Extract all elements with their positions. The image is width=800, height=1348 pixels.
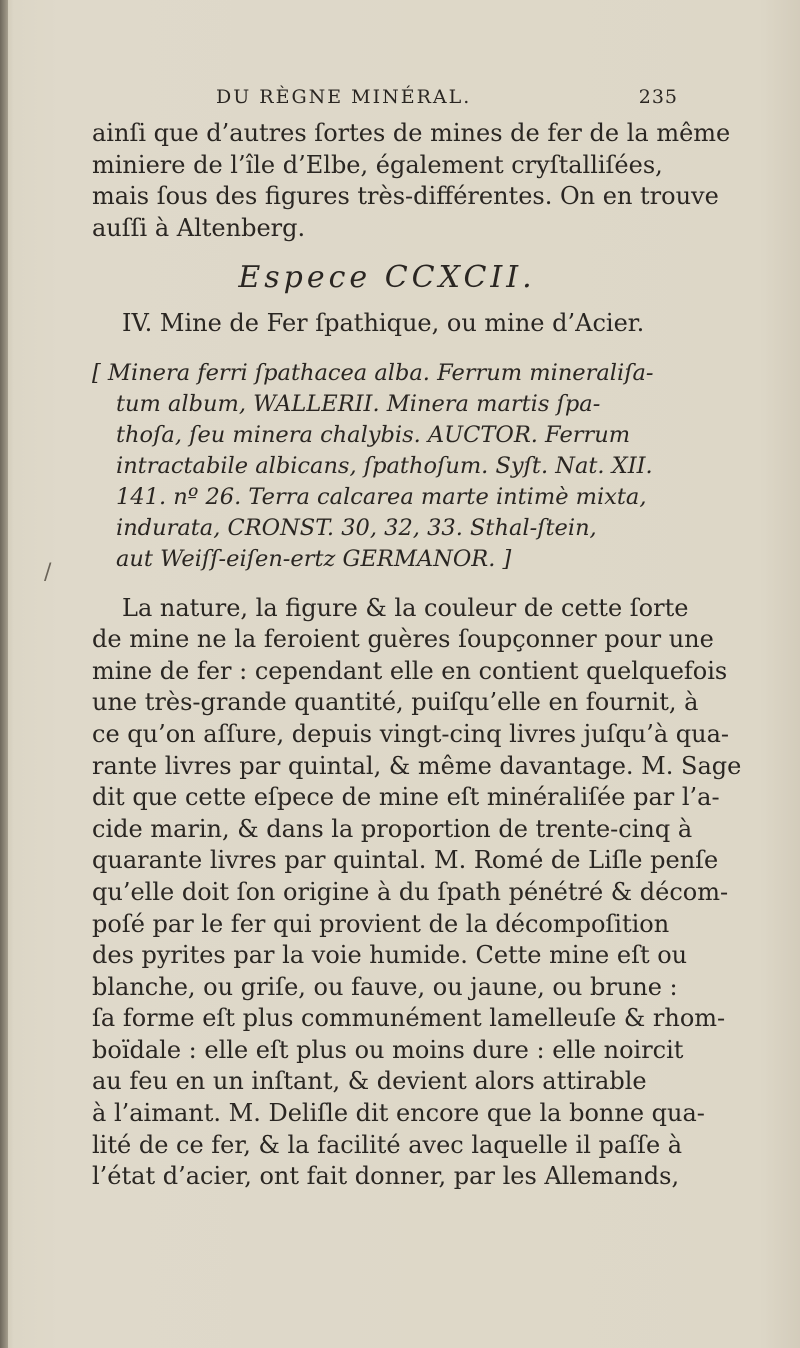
text-line: boïdale : elle eſt plus ou moins dure : elle noircit bbox=[92, 1035, 684, 1064]
running-header bbox=[216, 86, 686, 108]
text-line: ſa forme eſt plus communément lamelleuſe & rhom- bbox=[92, 1004, 726, 1033]
page-text bbox=[92, 118, 742, 1193]
text-line: mais ſous des figures très-différentes. On en trouve bbox=[92, 182, 719, 211]
text-line: La nature, la figure & la couleur de cette ſorte bbox=[122, 593, 689, 622]
text-line: une très-grande quantité, puiſqu’elle en fournit, à bbox=[92, 688, 699, 717]
body-paragraph bbox=[92, 593, 742, 1193]
text-line: auſſi à Altenberg. bbox=[92, 213, 306, 242]
text-line: dit que cette eſpece de mine eſt minéraliſée par l’a- bbox=[92, 783, 720, 812]
text-line: cide marin, & dans la proportion de trente-cinq à bbox=[92, 814, 693, 843]
page-gutter bbox=[0, 0, 8, 1348]
text-line: l’état d’acier, ont fait donner, par les Allemands, bbox=[92, 1162, 680, 1191]
page-number: 235 bbox=[638, 86, 678, 108]
text-line: ainſi que d’autres ſortes de mines de fer de la même bbox=[92, 119, 731, 147]
synonymy-line: indurata, CRONST. 30, 32, 33. Sthal-ſtein, bbox=[116, 514, 597, 541]
text-line: poſé par le fer qui provient de la décompoſition bbox=[92, 909, 670, 938]
text-line: à l’aimant. M. Deliſle dit encore que la bonne qua- bbox=[92, 1099, 705, 1128]
text-line: rante livres par quintal, & même davantage. M. Sage bbox=[92, 751, 742, 780]
text-line: quarante livres par quintal. M. Romé de Liſle penſe bbox=[92, 846, 719, 875]
text-line: lité de ce fer, & la facilité avec laquelle il paſſe à bbox=[92, 1130, 683, 1159]
species-subtitle: IV. Mine de Fer ſpathique, ou mine d’Acier. bbox=[122, 308, 645, 337]
synonymy-line: thoſa, ſeu minera chalybis. AUCTOR. Ferrum bbox=[116, 421, 631, 448]
text-line: blanche, ou griſe, ou fauve, ou jaune, ou brune : bbox=[92, 972, 678, 1001]
margin-mark: / bbox=[44, 560, 52, 585]
text-line: qu’elle doit ſon origine à du ſpath pénétré & décom- bbox=[92, 877, 729, 906]
text-line: au feu en un inſtant, & devient alors attirable bbox=[92, 1067, 647, 1096]
text-line: des pyrites par la voie humide. Cette mine eſt ou bbox=[92, 941, 688, 970]
synonymy-line: intractabile albicans, ſpathoſum. Syſt. Nat. XII. bbox=[116, 452, 653, 479]
synonymy-paragraph bbox=[92, 358, 682, 575]
running-title: DU RÈGNE MINÉRAL. bbox=[216, 86, 472, 108]
text-line: ce qu’on aſſure, depuis vingt-cinq livres juſqu’à qua- bbox=[92, 719, 730, 748]
text-line: de mine ne la feroient guères ſoupçonner pour une bbox=[92, 625, 714, 654]
synonymy-line: tum album, WALLERII. Minera martis ſpa- bbox=[116, 390, 601, 417]
intro-paragraph bbox=[92, 118, 731, 244]
text-line: mine de fer : cependant elle en contient quelquefois bbox=[92, 656, 728, 685]
synonymy-line: aut Weiſſ-eiſen-ertz GERMANOR. ] bbox=[116, 545, 512, 572]
synonymy-line: [ Minera ferri ſpathacea alba. Ferrum mineraliſa- bbox=[92, 359, 654, 386]
synonymy-line: 141. nº 26. Terra calcarea marte intimè mixta, bbox=[116, 483, 647, 510]
text-line: miniere de l’île d’Elbe, également cryſtalliſées, bbox=[92, 150, 663, 179]
species-title: Espece CCXCII. bbox=[238, 260, 536, 296]
